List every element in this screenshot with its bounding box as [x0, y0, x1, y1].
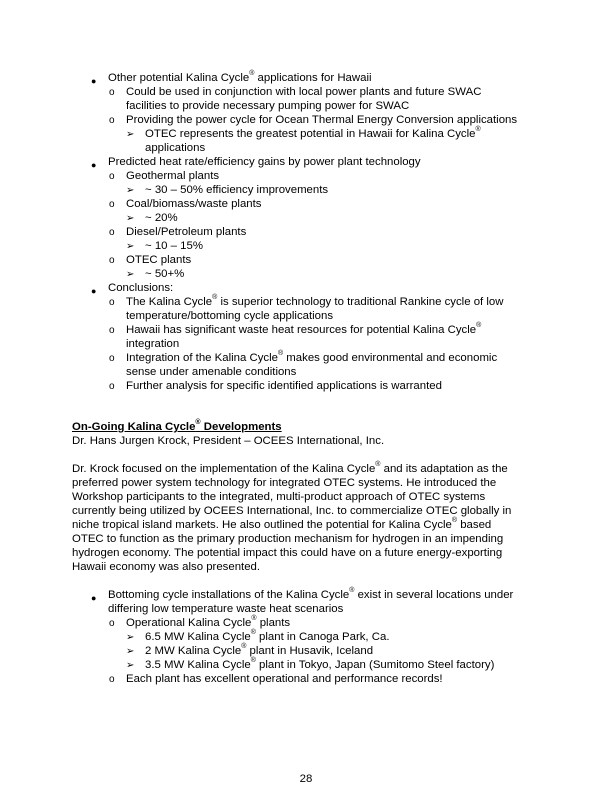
bullet: o [109, 297, 115, 308]
arrow-bullet-icon: ➢ [126, 241, 135, 252]
paragraph-line: Dr. Krock focused on the implementation of the Kalina Cycle® and its adaptation as the [72, 461, 508, 475]
list-item: Other potential Kalina Cycle® applications for Hawaii [108, 70, 372, 84]
speaker-line: Dr. Hans Jurgen Krock, President – OCEES International, Inc. [72, 435, 385, 447]
bullet: o [109, 618, 115, 629]
bullet: o [109, 325, 115, 336]
list-item: Conclusions: [108, 282, 174, 294]
paragraph-line: hydrogen economy. The potential impact this could have on a future energy-exporting [72, 547, 503, 559]
list-item: 3.5 MW Kalina Cycle® plant in Tokyo, Japan (Sumitomo Steel factory) [145, 657, 495, 671]
arrow-bullet-icon: ➢ [126, 185, 135, 196]
bullet: o [109, 115, 115, 126]
bullet: o [109, 199, 115, 210]
list-item-cont: differing low temperature waste heat scenarios [108, 603, 344, 615]
section-heading: On-Going Kalina Cycle® Developments [72, 419, 282, 433]
list-item: OTEC plants [126, 254, 192, 266]
arrow-bullet-icon: ➢ [126, 213, 135, 224]
paragraph-line: Hawaii economy was also presented. [72, 561, 261, 573]
arrow-bullet-icon: ➢ [126, 269, 135, 280]
list-item: Bottoming cycle installations of the Kalina Cycle® exist in several locations under [108, 587, 514, 601]
list-item: ~ 30 – 50% efficiency improvements [145, 184, 329, 196]
list-item: Could be used in conjunction with local power plants and future SWAC [126, 86, 482, 98]
arrow-bullet-icon: ➢ [126, 129, 135, 140]
paragraph-line: currently being utilized by OCEES International, Inc. to commercialize OTEC globally in [72, 505, 512, 517]
list-item: Predicted heat rate/efficiency gains by power plant technology [108, 156, 421, 168]
bullet: o [109, 87, 115, 98]
bullet: o [109, 353, 115, 364]
bullet: o [109, 171, 115, 182]
list-item-cont: sense under amenable conditions [126, 366, 297, 378]
bullet: o [109, 255, 115, 266]
bullet: o [109, 227, 115, 238]
paragraph-line: Workshop participants to the integrated, multi-product approach of OTEC systems [72, 491, 486, 503]
arrow-bullet-icon: ➢ [126, 660, 135, 671]
arrow-bullet-icon: ➢ [126, 632, 135, 643]
list-item: Diesel/Petroleum plants [126, 226, 247, 238]
list-item: 2 MW Kalina Cycle® plant in Husavik, Iceland [145, 643, 374, 657]
list-item: Providing the power cycle for Ocean Thermal Energy Conversion applications [126, 114, 518, 126]
list-item: OTEC represents the greatest potential in Hawaii for Kalina Cycle® [145, 126, 481, 140]
list-item-cont: facilities to provide necessary pumping power for SWAC [126, 100, 410, 112]
list-item: The Kalina Cycle® is superior technology to traditional Rankine cycle of low [126, 294, 504, 308]
list-item-cont: applications [145, 142, 206, 154]
list-item: Geothermal plants [126, 170, 220, 182]
bullet: ● [91, 76, 97, 86]
list-item-cont: integration [126, 338, 180, 350]
bullet: ● [91, 593, 97, 603]
list-item: Operational Kalina Cycle® plants [126, 615, 291, 629]
paragraph-line: preferred power system technology for integrated OTEC systems. He introduced the [72, 477, 497, 489]
list-item: 6.5 MW Kalina Cycle® plant in Canoga Park, Ca. [145, 629, 390, 643]
bullet: o [109, 674, 115, 685]
paragraph-line: niche tropical island markets. He also outlined the potential for Kalina Cycle® based [72, 517, 492, 531]
bullet: ● [91, 160, 97, 170]
list-item: Hawaii has significant waste heat resources for potential Kalina Cycle® [126, 322, 482, 336]
arrow-bullet-icon: ➢ [126, 646, 135, 657]
list-item: ~ 50+% [145, 268, 185, 280]
bullet: o [109, 381, 115, 392]
list-item: Coal/biomass/waste plants [126, 198, 262, 210]
list-item: Further analysis for specific identified applications is warranted [126, 380, 442, 392]
paragraph-line: OTEC to function as the primary production mechanism for hydrogen in an impending [72, 533, 504, 545]
page-number: 28 [299, 773, 313, 785]
bullet: ● [91, 286, 97, 296]
list-item: Each plant has excellent operational and performance records! [126, 673, 443, 685]
list-item: ~ 10 – 15% [145, 240, 203, 252]
list-item: Integration of the Kalina Cycle® makes good environmental and economic [126, 350, 498, 364]
list-item-cont: temperature/bottoming cycle applications [126, 310, 334, 322]
list-item: ~ 20% [145, 212, 178, 224]
